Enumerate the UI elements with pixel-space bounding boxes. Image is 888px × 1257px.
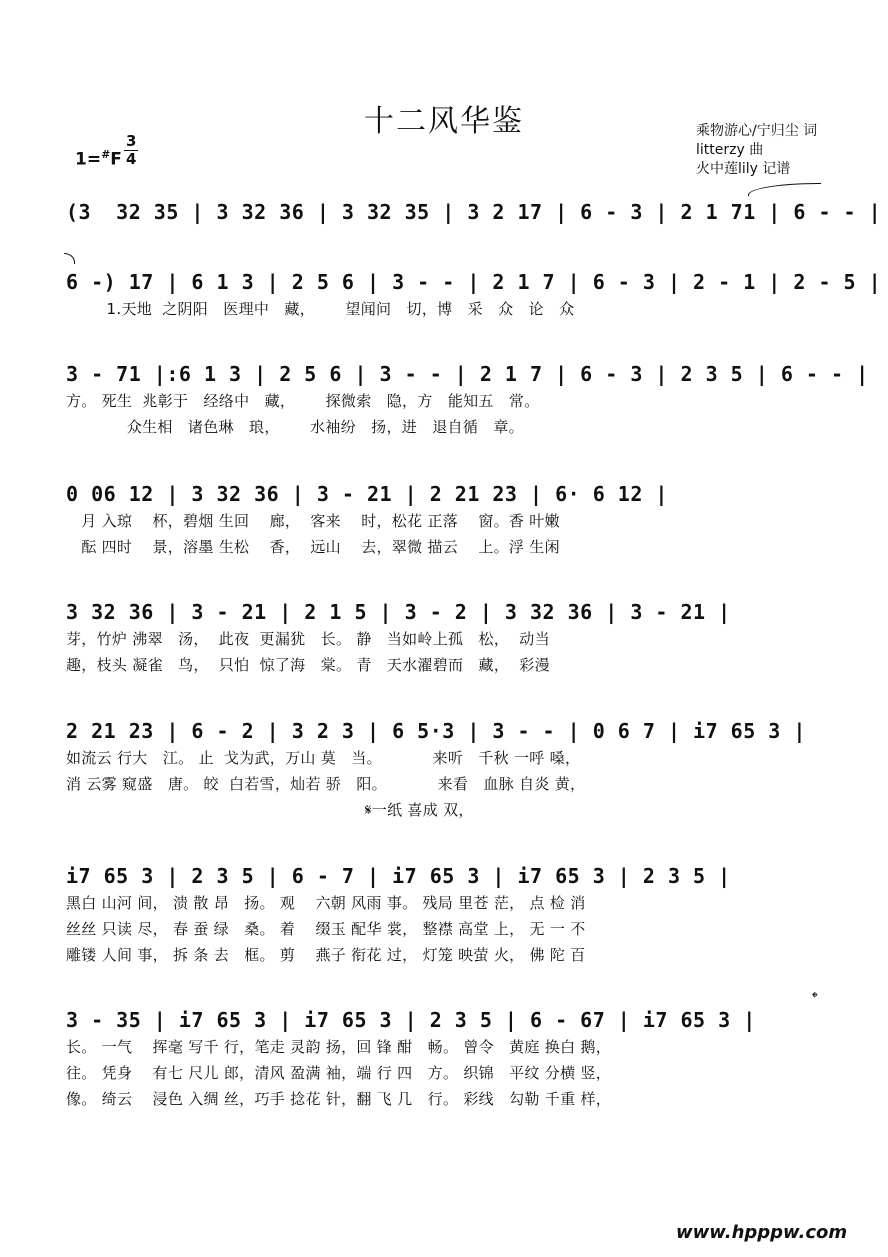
lyric-line: 方。 死生 兆彰于 经络中 藏， 探微索 隐，方 能知五 常。 xyxy=(66,392,540,410)
system-6 xyxy=(66,717,826,823)
notation-line: i7 65 3 | 2 3 5 | 6 - 7 | i7 65 3 | i7 65 3 | 2 3 5 | xyxy=(66,864,731,888)
lyric-line: 雕镂 人间 事， 拆 条 去 框。 剪 燕子 衔花 过， 灯笼 映萤 火， 佛 陀 百 xyxy=(66,946,586,964)
notation-line: 3 32 36 | 3 - 21 | 2 1 5 | 3 - 2 | 3 32 36 | 3 - 21 | xyxy=(66,600,731,624)
lyricist-credit: 乘物游心/宁归尘 词 xyxy=(696,123,818,139)
composer-credit: litterzy 曲 xyxy=(696,142,764,158)
lyric-line: 芽，竹炉 沸翠 汤， 此夜 更漏犹 长。 静 当如岭上孤 松， 动当 xyxy=(66,630,550,648)
system-5 xyxy=(66,598,826,678)
lyric-line: 往。 凭身 有七 尺儿 郎，清风 盈满 袖，端 行 四 方。 织锦 平纹 分横 竖， xyxy=(66,1064,612,1082)
credits xyxy=(696,122,817,179)
key-signature xyxy=(75,148,122,170)
transcriber-credit: 火中莲lily 记谱 xyxy=(696,161,791,177)
lyric-line: 长。 一气 挥毫 写千 行，笔走 灵韵 扬，回 锋 酣 畅。 曾令 黄庭 换白 鹅， xyxy=(66,1038,612,1056)
key-note: F xyxy=(110,149,122,170)
notation-line: 2 21 23 | 6 - 2 | 3 2 3 | 6 5·3 | 3 - - | 0 6 7 | i7 65 3 | xyxy=(66,719,806,743)
lyric-line: 黑白 山河 间， 溃 散 昂 扬。 观 六朝 风雨 事。 残局 里苍 茫， 点 检 消 xyxy=(66,894,586,912)
lyric-line: 趣，枝头 凝雀 鸟， 只怕 惊了海 棠。 青 天水濯碧而 藏， 彩漫 xyxy=(66,656,550,674)
notation-line: 0 06 12 | 3 32 36 | 3 - 21 | 2 21 23 | 6· 6 12 | xyxy=(66,482,668,506)
lyric-line: 1.天地 之阴阳 医理中 藏， 望闻问 切，博 采 众 论 众 xyxy=(66,300,575,318)
time-top: 3 xyxy=(126,132,137,150)
lyric-line: 丝丝 只读 尽， 春 蚕 绿 桑。 着 缀玉 配华 裳， 整襟 高堂 上， 无 一 不 xyxy=(66,920,586,938)
tie-mark-left xyxy=(64,253,75,264)
lyric-line: 消 云雾 窥盛 唐。 皎 白若雪，灿若 骄 阳。 来看 血脉 自炎 黄， xyxy=(66,775,586,793)
notation-line: (3 32 35 | 3 32 36 | 3 32 35 | 3 2 17 | 6 - 3 | 2 1 71 | 6 - - | xyxy=(66,200,882,224)
sharp-sign: # xyxy=(101,148,111,161)
system-1 xyxy=(66,198,882,226)
system-3 xyxy=(66,360,869,440)
system-7 xyxy=(66,862,826,968)
coda-icon: 𝄌 xyxy=(812,988,818,1007)
time-bottom: 4 xyxy=(126,150,137,168)
page-title: 十二风华鉴 xyxy=(364,104,524,139)
notation-line: 3 - 71 |:6 1 3 | 2 5 6 | 3 - - | 2 1 7 | 6 - 3 | 2 3 5 | 6 - - | xyxy=(66,362,869,386)
key-prefix: 1= xyxy=(75,149,102,170)
system-4 xyxy=(66,480,826,560)
lyric-line: 众生相 诸色琳 琅， 水袖纷 扬，进 退自循 章。 xyxy=(66,418,524,436)
lyric-line: 𝄋一纸 喜成 双， xyxy=(66,801,474,819)
lyric-line: 酝 四时 景，溶墨 生松 香， 远山 去，翠微 描云 上。浮 生闲 xyxy=(66,538,560,556)
system-2 xyxy=(66,268,882,322)
lyric-line: 像。 绮云 浸色 入绸 丝，巧手 捻花 针，翻 飞 几 行。 彩线 勾勒 千重 样， xyxy=(66,1090,612,1108)
notation-line: 3 - 35 | i7 65 3 | i7 65 3 | 2 3 5 | 6 - 67 | i7 65 3 | xyxy=(66,1008,756,1032)
system-8 xyxy=(66,1006,826,1112)
time-signature xyxy=(124,133,138,168)
lyric-line: 如流云 行大 江。 止 戈为武，万山 莫 当。 来听 千秋 一呼 嗓， xyxy=(66,749,581,767)
notation-line: 6 -) 17 | 6 1 3 | 2 5 6 | 3 - - | 2 1 7 | 6 - 3 | 2 - 1 | 2 - 5 | xyxy=(66,270,882,294)
footer-watermark: www.hpppw.com xyxy=(676,1222,848,1243)
tie-mark xyxy=(748,183,821,196)
lyric-line: 月 入琼 杯，碧烟 生回 廊， 客来 时，松花 正落 窗。香 叶嫩 xyxy=(66,512,560,530)
